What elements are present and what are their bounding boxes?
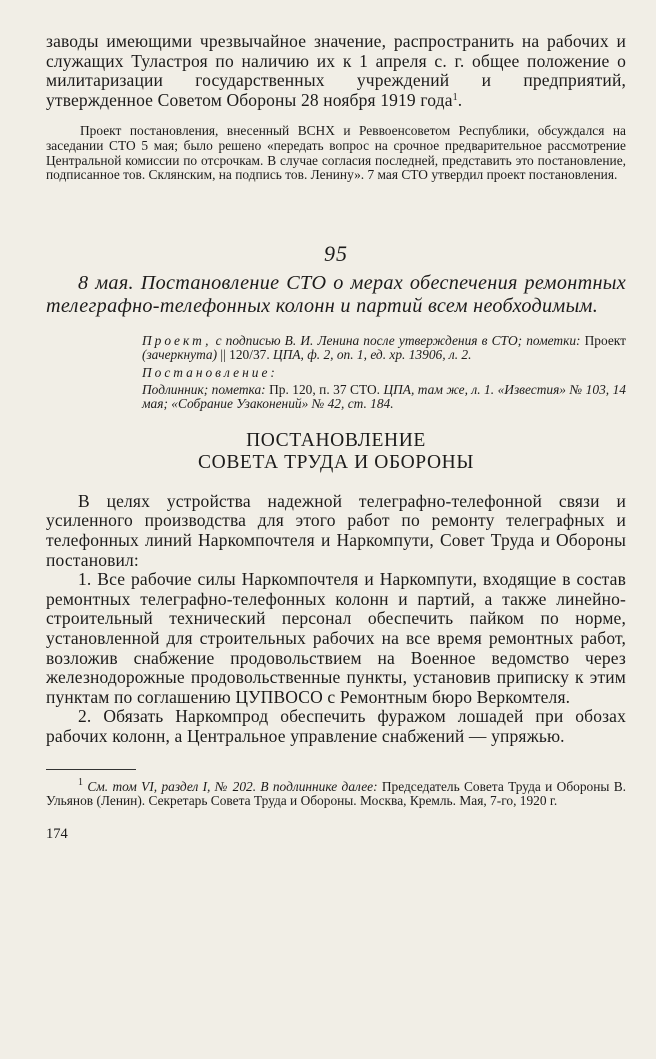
source-draft [142, 334, 626, 363]
document-number: 95 [324, 240, 348, 266]
intro-paragraph [46, 32, 626, 110]
decree-heading [46, 430, 626, 474]
footnote-divider [46, 769, 136, 770]
source-description [142, 334, 626, 412]
source-original [142, 383, 626, 412]
footnote-text: Председатель Совета Труда и Обороны В. Ульянов (Ленин). Секретарь Совета Труда и Обороны. Москва, Кремль. Мая, 7-го, 1920 г. [46, 778, 626, 808]
decree-preamble: В целях устройства надежной телеграфно-телефонной связи и усиленного производства для этого работ по ремонту телеграфных и телефонных линий Наркомпочтеля и Наркомпути, Совет Труда и Обороны постановил: [46, 490, 626, 570]
draft-desc: с подписью В. И. Ленина после утверждения в СТО; пометки: [211, 332, 585, 348]
original-label: Подлинник; пометка: [142, 381, 270, 397]
document-page [46, 32, 626, 843]
decree-heading-line1: ПОСТАНОВЛЕНИЕ [246, 429, 426, 451]
original-mark: Пр. 120, п. 37 СТО. [269, 381, 384, 397]
intro-text: заводы имеющими чрезвычайное значение, распространить на рабочих и служащих Туластроя по наличию их к 1 апреля с. г. общее положение о милитаризации государственных учреждений и предприятий, утвержденное Советом Обороны 28 ноября 1919 года [46, 31, 626, 110]
footnote-reference[interactable]: 1 [452, 91, 458, 103]
original-archive: ЦПА, там же, л. 1. [383, 381, 495, 397]
editorial-note: Проект постановления, внесенный ВСНХ и Реввоенсоветом Республики, обсуждался на заседании СТО 5 мая; было решено «передать вопрос на срочное предварительное рассмотрение Центральной комиссии по отсрочкам. В случае согласия последней, представить это постановление, подписанное тов. Склянским, на подпись тов. Ленину». 7 мая СТО утвердил проект постановления. [46, 123, 626, 183]
decree-heading-line2: СОВЕТА ТРУДА И ОБОРОНЫ [198, 451, 474, 473]
draft-mark: Проект [584, 332, 626, 348]
footnote [46, 776, 626, 809]
document-title: 8 мая. Постановление СТО о мерах обеспечения ремонтных телеграфно-телефонных колонн и партий всем необходимым. [46, 271, 626, 317]
source-decree-label: Постановление: [142, 364, 278, 380]
draft-ref: || 120/37. [217, 347, 274, 363]
decree-item-1: 1. Все рабочие силы Наркомпочтеля и Наркомпути, входящие в состав ремонтных телеграфно-телефонных колонн и партий, а также линейно-строительный технический персонал обеспечить пайком по норме, установленной для строительных рабочих на все время ремонтных работ, возложив снабжение продовольствием на Военное ведомство через железнодорожные продовольственные пункты, установив приписку к этим пунктам по соглашению ЦУПВОСО с Ремонтным бюро Веркомтеля. [46, 569, 626, 707]
footnote-mark: 1 [78, 776, 83, 788]
page-number: 174 [46, 826, 68, 843]
decree-item-2: 2. Обязать Наркомпрод обеспечить фуражом лошадей при обозах рабочих колонн, а Центральное управление снабжений — упряжью. [46, 706, 626, 746]
publication-ref: «Известия» № 103, 14 мая; «Собрание Узаконений» № 42, ст. 184. [142, 381, 626, 412]
footnote-italic: См. том VI, раздел I, № 202. В подлиннике далее: [83, 778, 382, 794]
draft-struck: (зачеркнута) [142, 347, 218, 363]
draft-archive: ЦПА, ф. 2, оп. 1, ед. хр. 13906, л. 2. [273, 347, 472, 363]
draft-label: Проект, [142, 332, 212, 348]
intro-end: . [457, 89, 463, 110]
decree-body [46, 492, 626, 747]
